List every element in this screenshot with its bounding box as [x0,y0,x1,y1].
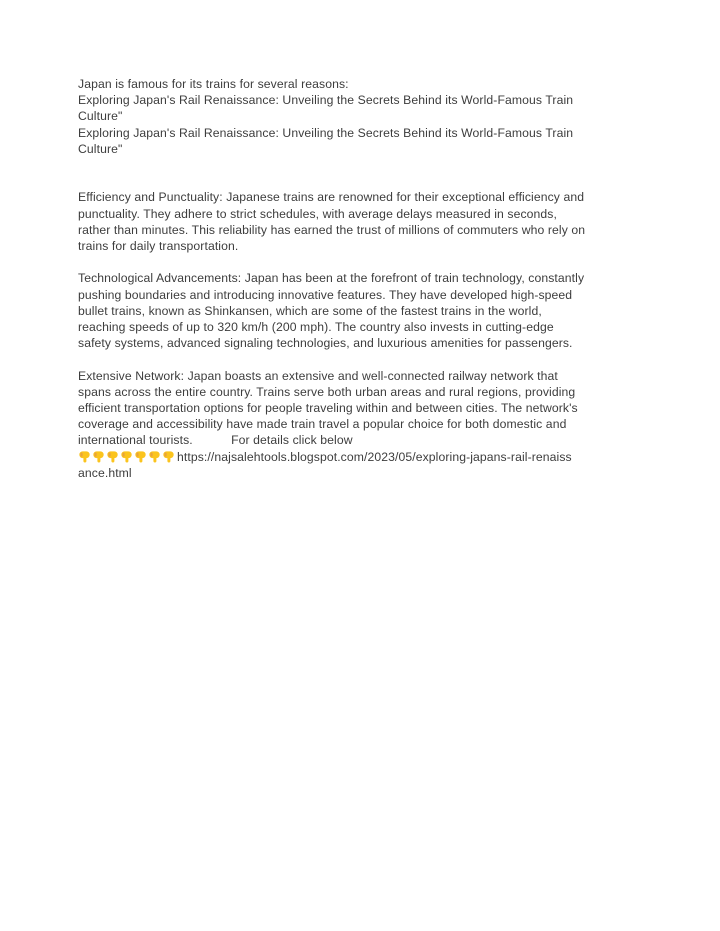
text-line: Japan is famous for its trains for several reasons: [78,77,349,91]
paragraph-intro [78,76,643,157]
text-line: reaching speeds of up to 320 km/h (200 mph). The country also invests in cutting-edge [78,320,554,335]
backhand-index-pointing-down-emoji [78,450,91,463]
paragraph-efficiency-and-punctuality [78,189,643,254]
text-line: rather than minutes. This reliability has earned the trust of millions of commuters who rely on [78,222,586,237]
text-line: Technological Advancements: Japan has been at the forefront of train technology, constantly [78,271,585,286]
text-line: Exploring Japan's Rail Renaissance: Unveiling the Secrets Behind its World-Famous Train [78,93,574,108]
blog-url-line1[interactable]: https://najsalehtools.blogspot.com/2023/05/exploring-japans-rail-renaiss [177,449,572,464]
text-line: coverage and accessibility have made train travel a popular choice for both domestic and [78,417,567,432]
backhand-index-pointing-down-emoji [134,450,147,463]
cta-link-continuation-line [78,465,643,481]
text-line: Culture" [78,141,123,156]
text-line: Efficiency and Punctuality: Japanese trains are renowned for their exceptional efficiency and [78,190,585,205]
backhand-index-pointing-down-emoji [148,450,161,463]
text-line: efficient transportation options for people traveling within and between cities. The network's [78,401,578,416]
pointing-down-emoji-row [78,450,175,463]
text-line: Extensive Network: Japan boasts an extensive and well-connected railway network that [78,368,558,383]
text-line: Culture" [78,109,123,124]
text-line: spans across the entire country. Trains serve both urban areas and rural regions, providing [78,384,576,399]
paragraph-technological-advancements [78,270,643,351]
backhand-index-pointing-down-emoji [106,450,119,463]
blog-url-line2[interactable]: ance.html [78,465,132,480]
cta-emoji-link-line [78,449,643,465]
text-line: Exploring Japan's Rail Renaissance: Unveiling the Secrets Behind its World-Famous Train [78,125,574,140]
paragraph-extensive-network [78,368,643,449]
text-line: pushing boundaries and introducing innovative features. They have developed high-speed [78,287,573,302]
text-line: trains for daily transportation. [78,239,239,254]
document-body [78,76,643,481]
backhand-index-pointing-down-emoji [120,450,133,463]
text-line: punctuality. They adhere to strict schedules, with average delays measured in seconds, [78,206,557,221]
text-line: bullet trains, known as Shinkansen, which are some of the fastest trains in the world, [78,303,542,318]
backhand-index-pointing-down-emoji [162,450,175,463]
backhand-index-pointing-down-emoji [92,450,105,463]
text-line: international tourists. For details click below [78,433,353,448]
text-line: safety systems, advanced signaling technologies, and luxurious amenities for passengers. [78,336,573,351]
